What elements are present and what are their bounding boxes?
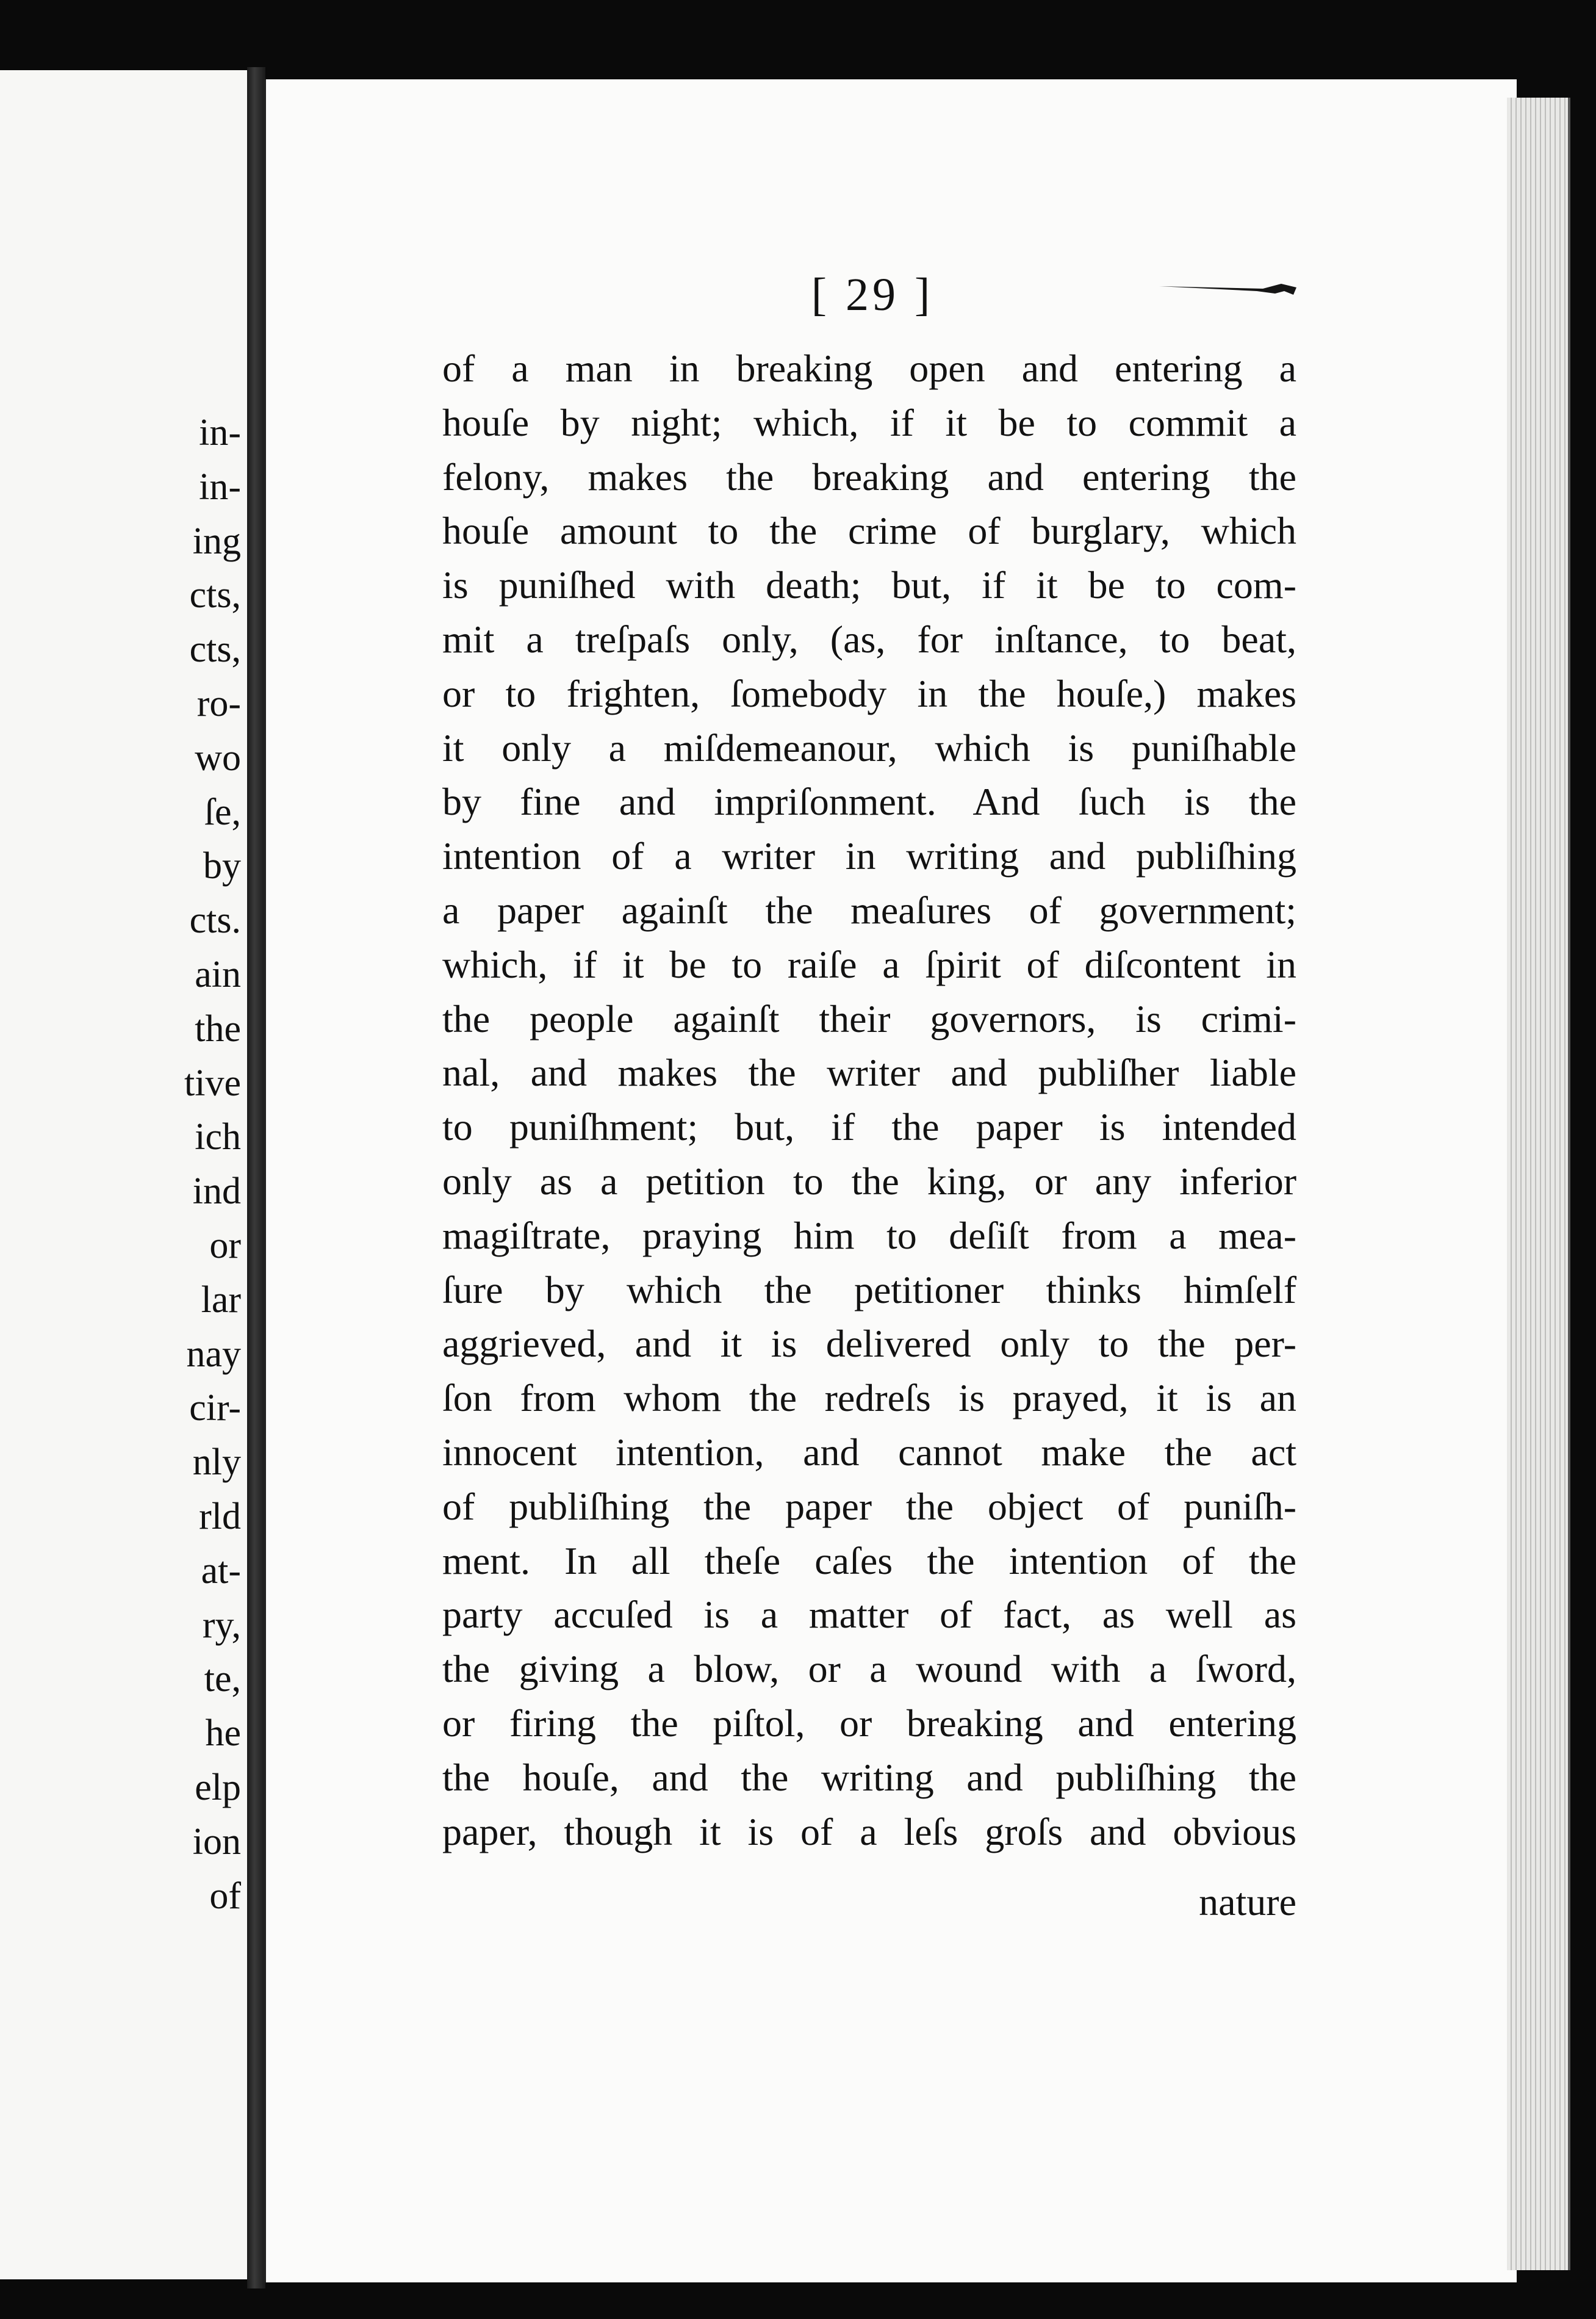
facing-page-fragment: nly: [192, 1441, 241, 1484]
facing-page-fragment: of: [209, 1875, 241, 1917]
facing-page-fragment: ing: [192, 520, 241, 562]
text-line: innocent intention, and cannot make the act: [442, 1430, 1296, 1474]
facing-page-fragment: or: [209, 1224, 241, 1266]
facing-page-fragment: cts,: [189, 574, 241, 616]
facing-page-fragment: cts.: [189, 900, 241, 942]
facing-page-fragment: ry,: [202, 1604, 241, 1646]
facing-page-fragment: ro-: [196, 682, 241, 724]
facing-page-fragment: nay: [186, 1333, 241, 1375]
text-line: of a man in breaking open and entering a: [442, 347, 1296, 390]
text-line: houſe by night; which, if it be to commit a: [442, 400, 1296, 444]
facing-page-fragment: cir-: [189, 1387, 241, 1429]
text-line: of publiſhing the paper the object of puniſh-: [442, 1484, 1296, 1528]
text-line: party accuſed is a matter of fact, as well as: [442, 1593, 1296, 1637]
catchword: nature: [1199, 1880, 1296, 1924]
book-spine-gutter: [247, 67, 265, 2288]
facing-page-fragment: ion: [192, 1820, 241, 1863]
facing-page-fragment: by: [203, 845, 241, 887]
facing-page-fragment: ſe,: [204, 791, 241, 833]
text-line: by fine and impriſonment. And ſuch is the: [442, 780, 1296, 824]
facing-page-fragment: ain: [195, 953, 241, 995]
facing-page-fragment: ich: [195, 1116, 241, 1158]
facing-page-fragment: elp: [195, 1766, 241, 1808]
facing-page-fragment: te,: [204, 1658, 241, 1700]
text-line: or to frighten, ſomebody in the houſe,) makes: [442, 671, 1296, 715]
page-number: [ 29 ]: [811, 269, 934, 320]
facing-page-line-fragments: [0, 406, 241, 1923]
text-line: only as a petition to the king, or any inferior: [442, 1159, 1296, 1203]
text-line: ſon from whom the redreſs is prayed, it is an: [442, 1376, 1296, 1420]
facing-page-left: [0, 70, 251, 2279]
text-line: or firing the piſtol, or breaking and entering: [442, 1701, 1296, 1745]
text-line: aggrieved, and it is delivered only to the per-: [442, 1322, 1296, 1366]
facing-page-fragment: he: [205, 1712, 241, 1755]
text-line: felony, makes the breaking and entering the: [442, 455, 1296, 499]
text-line: to puniſhment; but, if the paper is intended: [442, 1105, 1296, 1149]
facing-page-fragment: ind: [192, 1170, 241, 1213]
facing-page-fragment: rld: [199, 1495, 241, 1537]
text-line: houſe amount to the crime of burglary, which: [442, 509, 1296, 553]
text-line: a paper againſt the meaſures of government;: [442, 888, 1296, 932]
ink-smudge-mark: [1159, 278, 1306, 302]
text-line: the people againſt their governors, is crimi-: [442, 997, 1296, 1040]
facing-page-fragment: in-: [199, 412, 241, 453]
facing-page-fragment: cts,: [189, 629, 241, 671]
facing-page-fragment: in-: [199, 466, 241, 508]
facing-page-fragment: at-: [201, 1549, 241, 1592]
text-line: mit a treſpaſs only, (as, for inſtance, to beat,: [442, 617, 1296, 661]
facing-page-fragment: tive: [184, 1062, 241, 1104]
text-line: magiſtrate, praying him to deſiſt from a mea-: [442, 1213, 1296, 1257]
text-line: ment. In all theſe caſes the intention of the: [442, 1538, 1296, 1582]
text-line: it only a miſdemeanour, which is puniſhable: [442, 726, 1296, 770]
text-line: the giving a blow, or a wound with a ſword,: [442, 1647, 1296, 1691]
page-edges: [1507, 98, 1570, 2270]
body-text: [442, 342, 1296, 1859]
text-line: ſure by which the petitioner thinks himſelf: [442, 1268, 1296, 1311]
text-line: the houſe, and the writing and publiſhing the: [442, 1755, 1296, 1799]
facing-page-fragment: lar: [201, 1279, 241, 1321]
facing-page-fragment: the: [195, 1008, 241, 1050]
text-line: nal, and makes the writer and publiſher liable: [442, 1051, 1296, 1095]
text-line: paper, though it is of a leſs groſs and obvious: [442, 1809, 1296, 1853]
text-line: which, if it be to raiſe a ſpirit of diſcontent in: [442, 942, 1296, 986]
text-line: is puniſhed with death; but, if it be to com-: [442, 563, 1296, 607]
text-line: intention of a writer in writing and publiſhing: [442, 834, 1296, 878]
facing-page-fragment: wo: [195, 737, 241, 779]
